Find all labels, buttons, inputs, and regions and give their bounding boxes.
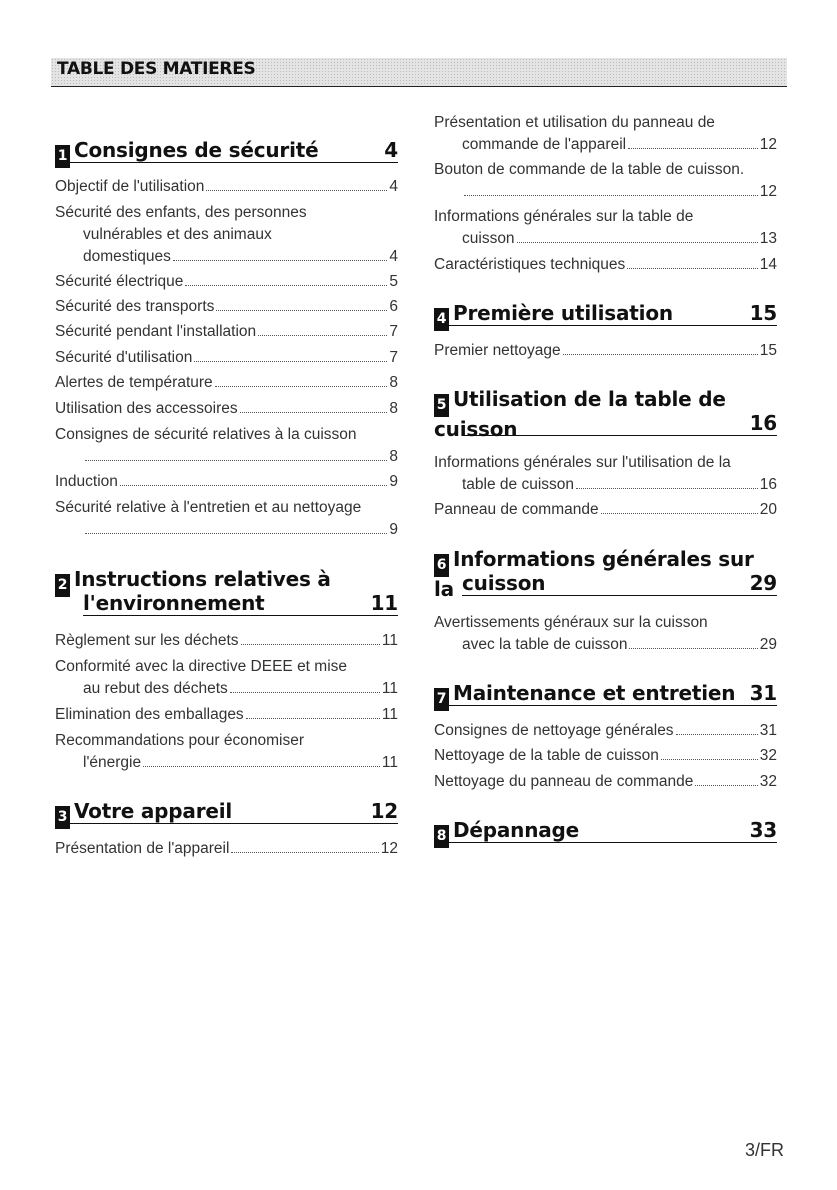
section-title: Maintenance et entretien <box>453 681 736 705</box>
section-1-heading[interactable] <box>55 138 398 163</box>
section-page: 29 <box>749 571 777 595</box>
toc-entry[interactable]: Panneau de commande 20 <box>434 501 777 518</box>
section-8-heading[interactable] <box>434 818 777 843</box>
toc-entry[interactable]: Consignes de sécurité relatives à la cuisson 8 <box>55 426 398 465</box>
toc-entry[interactable]: Consignes de nettoyage générales 31 <box>434 722 777 739</box>
toc-title: TABLE DES MATIERES <box>57 59 256 79</box>
section-title-line-1: Informations générales sur la <box>434 547 754 601</box>
section-title: Dépannage <box>453 818 580 842</box>
toc-header-band <box>51 58 787 87</box>
toc-entry[interactable]: Sécurité électrique 5 <box>55 273 398 290</box>
page-number: 3/FR <box>744 1140 784 1160</box>
toc-entry[interactable]: Induction 9 <box>55 473 398 490</box>
section-title-line-2: l'environnement <box>83 591 265 615</box>
toc-entry[interactable]: Avertissements généraux sur la cuisson avec la table de cuisson 29 <box>434 614 777 653</box>
section-7-heading[interactable] <box>434 681 777 706</box>
section-6-heading[interactable] <box>434 547 777 601</box>
section-4-heading[interactable] <box>434 301 777 326</box>
section-number-badge: 5 <box>434 394 449 417</box>
toc-entry[interactable]: Informations générales sur l'utilisation de la table de cuisson 16 <box>434 454 777 493</box>
section-page: 4 <box>384 138 398 162</box>
section-number-badge: 2 <box>55 574 70 597</box>
toc-entry[interactable]: Objectif de l'utilisation 4 <box>55 178 398 195</box>
section-3-heading[interactable] <box>55 799 398 824</box>
section-5-heading[interactable] <box>434 387 777 441</box>
toc-entry[interactable]: Sécurité relative à l'entretien et au nettoyage 9 <box>55 499 398 538</box>
section-page: 33 <box>749 818 777 842</box>
toc-entry[interactable]: Présentation et utilisation du panneau de commande de l'appareil 12 <box>434 114 777 153</box>
section-title: Première utilisation <box>453 301 673 325</box>
toc-entry[interactable]: Sécurité pendant l'installation 7 <box>55 323 398 340</box>
section-number-badge: 7 <box>434 688 449 711</box>
toc-entry[interactable]: Sécurité des transports 6 <box>55 298 398 315</box>
toc-entry[interactable]: Recommandations pour économiser l'énergie 11 <box>55 732 398 771</box>
section-page: 11 <box>370 591 398 615</box>
toc-entry[interactable]: Règlement sur les déchets 11 <box>55 632 398 649</box>
section-title-line-2: cuisson <box>462 571 546 595</box>
section-page: 16 <box>749 411 777 435</box>
toc-entry[interactable]: Alertes de température 8 <box>55 374 398 391</box>
toc-entry[interactable]: Utilisation des accessoires 8 <box>55 400 398 417</box>
toc-entry[interactable]: Nettoyage du panneau de commande 32 <box>434 773 777 790</box>
section-title-line-1: Instructions relatives à <box>74 567 331 591</box>
section-number-badge: 4 <box>434 308 449 331</box>
toc-entry[interactable]: Présentation de l'appareil 12 <box>55 840 398 857</box>
section-number-badge: 1 <box>55 145 70 168</box>
section-title: Consignes de sécurité <box>74 138 319 162</box>
section-number-badge: 6 <box>434 554 449 577</box>
toc-entry[interactable]: Bouton de commande de la table de cuisson. 12 <box>434 161 777 200</box>
section-number-badge: 3 <box>55 806 70 829</box>
section-page: 15 <box>749 301 777 325</box>
toc-entry[interactable]: Elimination des emballages 11 <box>55 706 398 723</box>
toc-entry[interactable]: Informations générales sur la table de cuisson 13 <box>434 208 777 247</box>
section-title: Votre appareil <box>74 799 233 823</box>
toc-entry[interactable]: Sécurité des enfants, des personnes vulnérables et des animaux domestiques 4 <box>55 204 398 265</box>
section-2-heading[interactable] <box>55 567 398 616</box>
section-page: 31 <box>749 681 777 705</box>
section-number-badge: 8 <box>434 825 449 848</box>
section-title-line-1: Utilisation de la table de cuisson <box>434 387 726 441</box>
toc-entry[interactable]: Conformité avec la directive DEEE et mise au rebut des déchets 11 <box>55 658 398 697</box>
toc-entry[interactable]: Nettoyage de la table de cuisson 32 <box>434 747 777 764</box>
section-page: 12 <box>370 799 398 823</box>
toc-entry[interactable]: Sécurité d'utilisation 7 <box>55 349 398 366</box>
toc-entry[interactable]: Caractéristiques techniques 14 <box>434 256 777 273</box>
toc-entry[interactable]: Premier nettoyage 15 <box>434 342 777 359</box>
